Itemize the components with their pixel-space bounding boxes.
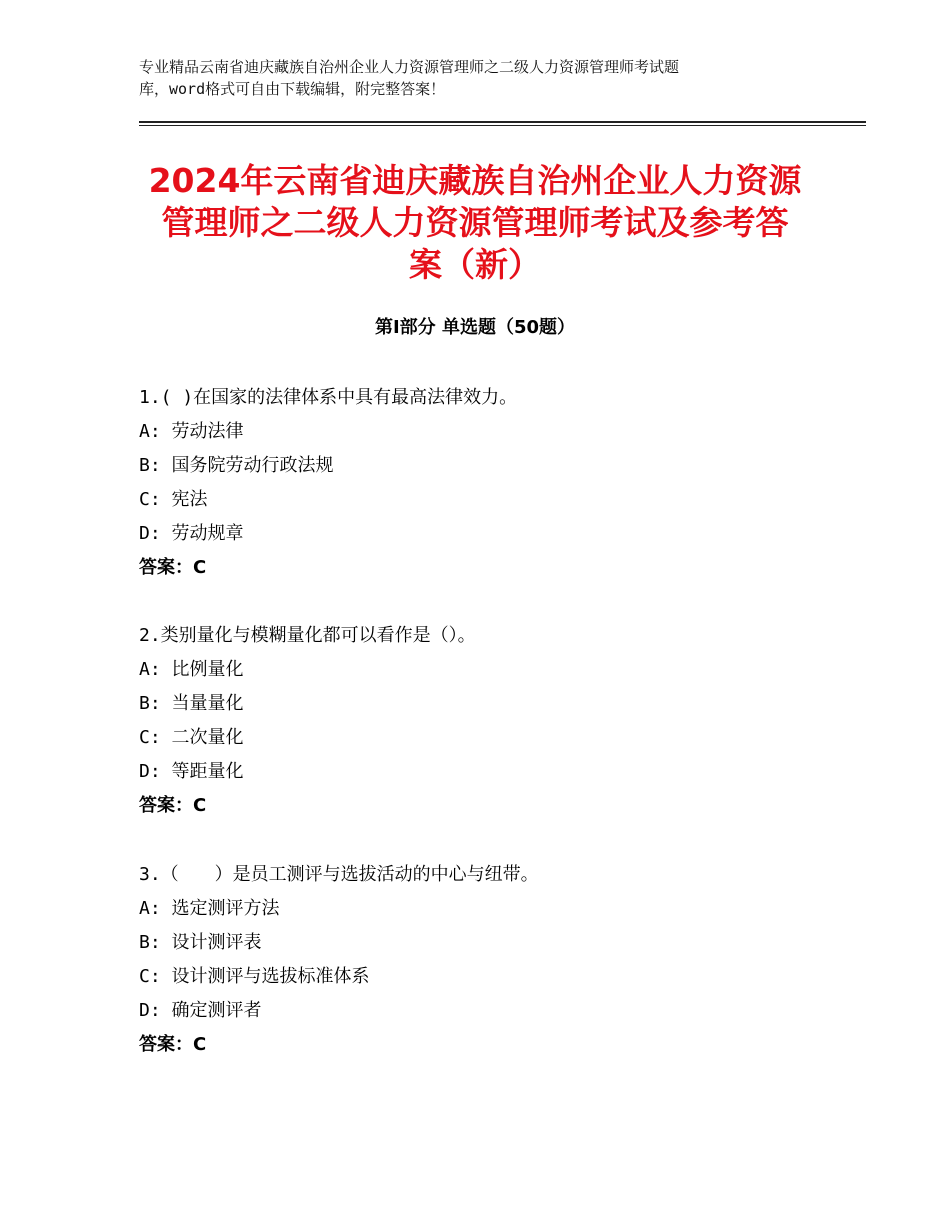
question-3: [139, 858, 879, 1062]
option-b: B: 国务院劳动行政法规: [139, 455, 334, 476]
section-title: 第Ⅰ部分 单选题（50题）: [374, 317, 575, 338]
question-stem: 3.（ ）是员工测评与选拔活动的中心与纽带。: [139, 864, 539, 885]
question-stem: 2.类别量化与模糊量化都可以看作是（）。: [139, 625, 476, 646]
option-c: C: 宪法: [139, 489, 208, 510]
answer: 答案：C: [139, 557, 207, 578]
header-note-line-2: 库，word格式可自由下载编辑，附完整答案！: [139, 80, 446, 98]
header-divider-thick: [139, 121, 866, 123]
option-c: C: 设计测评与选拔标准体系: [139, 966, 370, 987]
title-line-1: 2024年云南省迪庆藏族自治州企业人力资源: [148, 161, 802, 200]
option-a: A: 选定测评方法: [139, 898, 280, 919]
option-d: D: 等距量化: [139, 761, 244, 782]
answer: 答案：C: [139, 795, 207, 816]
option-b: B: 设计测评表: [139, 932, 262, 953]
question-1: [139, 381, 879, 585]
header-note-line-1: 专业精品云南省迪庆藏族自治州企业人力资源管理师之二级人力资源管理师考试题: [139, 58, 680, 76]
answer: 答案：C: [139, 1034, 207, 1055]
option-b: B: 当量量化: [139, 693, 244, 714]
header-divider-thin: [139, 125, 866, 126]
option-a: A: 比例量化: [139, 659, 244, 680]
question-stem: 1.( )在国家的法律体系中具有最高法律效力。: [139, 387, 518, 408]
option-d: D: 确定测评者: [139, 1000, 262, 1021]
option-c: C: 二次量化: [139, 727, 244, 748]
title-line-2: 管理师之二级人力资源管理师考试及参考答: [161, 203, 789, 242]
title-line-3: 案（新）: [409, 245, 541, 284]
document-header-note: [139, 56, 819, 100]
option-d: D: 劳动规章: [139, 523, 244, 544]
option-a: A: 劳动法律: [139, 421, 244, 442]
document-title: [120, 160, 830, 286]
question-2: [139, 619, 879, 823]
